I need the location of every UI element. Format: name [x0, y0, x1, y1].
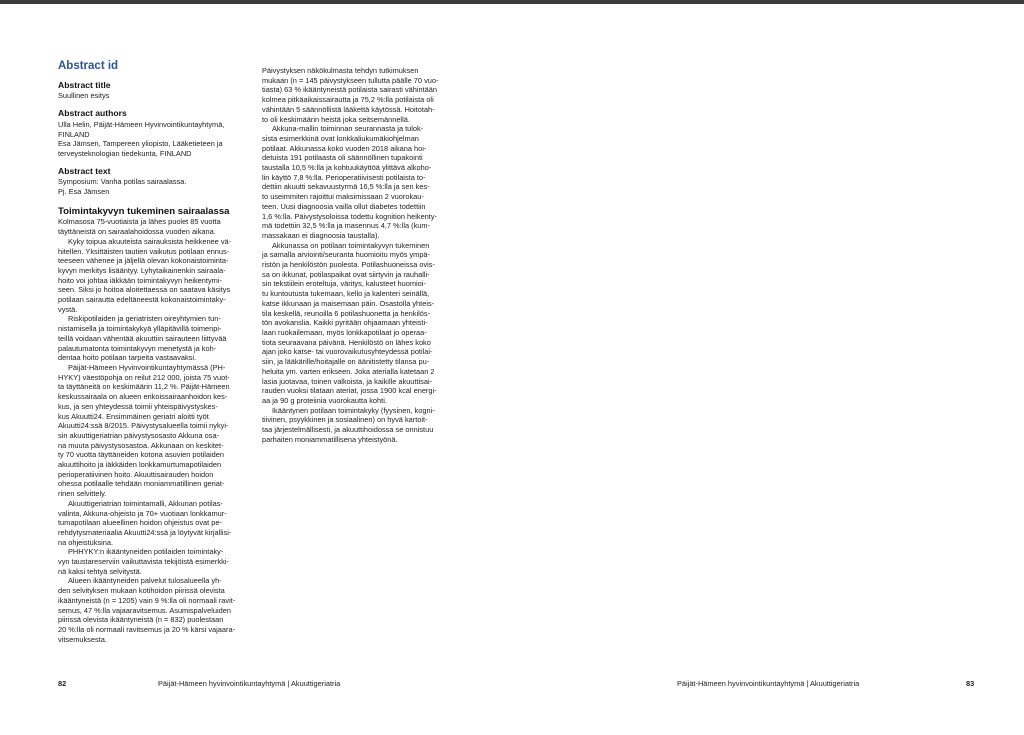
left-column [58, 62, 258, 644]
author-line: Ulla Helin, Päijät-Hämeen Hyvinvointikuntayhtymä, [58, 119, 225, 129]
text-line: tumapotilaan alueellinen hoidon ohjeistus ovat pe- [58, 518, 222, 528]
text-line: ajan joko katse- tai vuorovaikutusyhteydessä potilai- [262, 347, 433, 357]
text-line: rehdytysmateriaalia Akuutti24:ssä ja löytyvät kirjallisi- [58, 527, 232, 537]
text-line: Päijät-Hämeen Hyvinvointikuntayhtymässä (PH- [68, 362, 226, 372]
text-line: tiasta) 63 % ikääntyneistä potilaista sairasti vähintään [262, 85, 438, 95]
text-line: semus, 47 %:lla vajaaravitsemus. Asumispalveluiden [58, 605, 231, 615]
paragraph [58, 217, 258, 236]
text-line: Akuuttigeriatrian toimintamalli, Akkunan potilas- [68, 498, 223, 508]
paragraph [58, 363, 258, 499]
text-line: seen. Siksi jo hoitoa aloitettaessa on saatava käsitys [58, 285, 231, 295]
text-line: piirissä olevista ikääntyneistä (n = 832) puolestaan [58, 615, 224, 625]
text-line: taustalla 10,5 %:lla ja kohtuukäyttöä ylittävä alkoho- [262, 163, 432, 173]
text-line: ristön ja henkilöstön puolesta. Potilashuoneissa ovis- [262, 260, 435, 270]
text-line: taa järjestelmällisesti, ja akuuttihoidossa se onnistuu [262, 425, 434, 435]
text-line: to oli keskimäärin heistä joka seitsemännellä. [262, 114, 410, 124]
paragraph [262, 241, 458, 406]
intro-line: Symposium: Vanha potilas sairaalassa. [58, 177, 187, 187]
text-line: kyvyn merkitys lisääntyy. Lyhytaikainenkin sairaala- [58, 265, 226, 275]
text-line: ohessa potilaalle tehdään moniammatillinen geriat- [58, 479, 225, 489]
text-line: to useimmiten rajoittui maksimissaan 2 vuorokau- [262, 192, 424, 202]
text-line: na ohjeistuksina. [58, 537, 114, 547]
abstract-title-label: Abstract title [58, 79, 111, 90]
text-line: vitsemuksesta. [58, 634, 107, 644]
author-line: Esa Jämsen, Tampereen yliopisto, Lääketieteen ja [58, 139, 223, 149]
text-line: mukaan (n = 145 päivystykseen tullutta päälle 70 vuo- [262, 75, 439, 85]
section-subheading: Toimintakyvyn tukeminen sairaalassa [58, 205, 230, 217]
text-line: vystä. [58, 304, 78, 314]
text-line: ja samalla arviointi/seuranta huomioitu myös ympä- [262, 250, 431, 260]
text-line: hitellen. Yksittäisten tautien vaikutus potilaan ennus- [58, 246, 230, 256]
text-line: tiota seuraavana päivänä. Henkilöstö on lähes koko [262, 337, 431, 347]
text-line: sin tekstiilein eroteltuja, väritys, kalusteet huomioi- [262, 279, 426, 289]
text-line: katse ikkunaan ja maisemaan päin. Osastolla yhteis- [262, 298, 435, 308]
text-line: tön avokanslia. Kaikki pyritään ohjaamaan yhteisti- [262, 318, 428, 328]
text-line: massakaan ei diagnoosia taustalla). [262, 230, 380, 240]
text-line: den selvityksen mukaan kotihoidon piirissä olevista [58, 586, 225, 596]
text-line: 20 %:lla oli normaali ravitsemus ja 20 % kärsi vajaara- [58, 624, 236, 634]
text-line: Riskipotilaiden ja geriatristen oireyhtymien tun- [68, 314, 221, 324]
text-line: Päivystyksen näkökulmasta tehdyn tutkimuksen [262, 66, 419, 75]
text-line: Akkunassa on potilaan toimintakyvyn tukeminen [272, 240, 430, 250]
paragraph [58, 547, 258, 576]
text-line: sin akuuttigeriatrian päivystysosasto Akkuna osa- [58, 430, 220, 440]
text-line: keskussairaala on alueen erikoissairaanhoidon kes- [58, 392, 228, 402]
text-line: sista esimerkkinä ovat lonkkaliukumäkiohjelman [262, 133, 419, 143]
paragraph [58, 576, 258, 644]
text-line: laan ruokailemaan, myös lonkkapotilaat jo operaa- [262, 327, 427, 337]
text-line: akuuttihoito ja iäkkäiden lonkkamurtumapotilaiden [58, 460, 222, 470]
text-line: Alueen ikääntyneiden palvelut tulosalueella yh- [68, 576, 222, 586]
text-line: sa on ikkunat, potilaspaikat ovat siirtyvin ja rauhalli- [262, 269, 430, 279]
text-line: tila keskellä, reunoilla 6 potilashuonetta ja henkilös- [262, 308, 431, 318]
intro-line: Pj. Esa Jämsen [58, 187, 110, 197]
text-line: siin, ja lääkärille/hoitajalle on äänitistetty tilansa pu- [262, 357, 430, 367]
text-line: valinta, Akkuna-ohjeisto ja 70+ vuotiaan lonkkamur- [58, 508, 227, 518]
text-line: Ikääntynen potilaan toimintakyky (fyysinen, kogni- [272, 405, 435, 415]
text-line: ta täyttäneitä on keskimäärin 11,2 %. Päijät-Hämeen [58, 382, 230, 392]
text-line: na muuta päivystysosastoa. Akkunaan on keskitet- [58, 440, 224, 450]
text-line: hoito voi johtaa iäkkään toimintakyvyn heikentymi- [58, 275, 222, 285]
text-line: Kolmasosa 75-vuotiaista ja lähes puolet 85 vuotta [58, 217, 221, 227]
paragraph [262, 66, 458, 124]
text-line: Akkuna-mallin toiminnan seurannasta ja tulok- [272, 124, 424, 134]
text-line: perioperatiivinen hoito. Akuuttisairauden hoidon [58, 469, 214, 479]
text-line: PHHYKY:n ikääntyneiden potilaiden toimintaky- [68, 547, 224, 557]
paragraph [58, 499, 258, 548]
paragraph [262, 124, 458, 240]
text-line: aa ja 90 g proteiinia vuorokautta kohti. [262, 395, 387, 405]
text-line: täyttäneistä on sairaalahoidossa vuoden aikana. [58, 227, 216, 237]
abstract-authors-label: Abstract authors [58, 108, 127, 119]
text-line: vyn taustareserviin vaikuttavista tekijöistä esimerkki- [58, 557, 229, 567]
text-line: ty 70 vuotta täyttäneiden kotona asuvien potilaiden [58, 450, 224, 460]
left-body-text [58, 217, 258, 644]
text-line: lasia juotavaa, toinen valkoista, ja kaikille akuuttisai- [262, 376, 433, 386]
text-line: lin käyttö 7,8 %:lla. Perioperatiivisesti potilaista to- [262, 172, 426, 182]
text-line: HYKY) väestöpohja on reilut 212 000, joista 75 vuot- [58, 372, 230, 382]
text-line: Akuutti24:ssä 8/2015. Päivystysalueella toimii nykyi- [58, 421, 229, 431]
text-line: ikääntyneistä (n = 1205) vain 9 %:lla oli normaali ravit- [58, 595, 236, 605]
text-line: teen. Uusi diagnoosia vailla ollut diabetes todettiin [262, 201, 426, 211]
text-line: potilaan sairautta edeltäneestä kokonaistoimintaky- [58, 295, 226, 305]
text-line: tiivinen, psyykkinen ja sosiaalinen) on hyvä kartoit- [262, 415, 428, 425]
author-line: terveysteknologian tiedekunta, FINLAND [58, 148, 192, 158]
text-line: mä todettiin 32,5 %:lla ja masennus 4,7 %:lla (kum- [262, 221, 431, 231]
text-line: nä kaksi tehtyä selvitystä. [58, 566, 142, 576]
text-line: heluita ym. varten erikseen. Joka aterialla katetaan 2 [262, 366, 435, 376]
text-line: rinen selvittely. [58, 489, 107, 499]
text-line: parhaiten moniammatillisena yhteistyönä. [262, 434, 398, 444]
right-footer-text: Päijät-Hämeen hyvinvointikuntayhtymä | Akuuttigeriatria [677, 679, 860, 688]
paragraph [58, 314, 258, 363]
text-line: 1,6 %:lla. Päivystysoloissa todettu kognition heikenty- [262, 211, 438, 221]
abstract-title-value: Suullinen esitys [58, 91, 110, 101]
text-line: potilaat. Akkunassa koko vuoden 2018 aikana hoi- [262, 143, 427, 153]
text-line: Kyky toipua akuuteista sairauksista heikkenee vä- [68, 236, 232, 246]
right-column [262, 66, 458, 444]
text-line: detuista 191 potilaasta oli säännöllinen tupakointi [262, 153, 423, 163]
text-line: teillä voidaan vähentää akuuttiin sairauteen liittyvää [58, 333, 227, 343]
text-line: kus, ja sen yhteydessä toimii yhteispäivystyskes- [58, 401, 218, 411]
abstract-id-heading: Abstract id [58, 60, 119, 72]
paragraph [58, 237, 258, 315]
text-line: rauden vuoksi tilataan ateriat, jossa 1900 kcal energi- [262, 386, 437, 396]
abstract-text-intro [58, 177, 258, 196]
text-line: teeseen vähenee ja jäljellä olevan kokonaistoiminta- [58, 256, 229, 266]
text-line: vähintään 5 säännöllistä lääkettä käytössä. Hoitotah- [262, 104, 435, 114]
text-line: kolmea pitkäaikaissairautta ja 75,2 %:lla potilaista oli [262, 95, 434, 105]
right-body-text [262, 66, 458, 444]
right-page-number: 83 [966, 679, 975, 688]
left-footer-text: Päijät-Hämeen hyvinvointikuntayhtymä | Akuuttigeriatria [158, 679, 341, 688]
abstract-authors [58, 120, 258, 159]
author-line: FINLAND [58, 129, 90, 139]
top-border-bar [0, 0, 1024, 4]
text-line: nistamisella ja toimintakykyä ylläpitävillä toimenpi- [58, 324, 222, 334]
text-line: dettiin akuutti sekavuustyrmä 16,5 %:lla ja sen kes- [262, 182, 430, 192]
text-line: palautumatonta toimintakyvyn menetystä ja koh- [58, 343, 217, 353]
text-line: dentaa hoito potilaan tarpeita vastaavaksi. [58, 353, 197, 363]
left-page-number: 82 [58, 679, 67, 688]
abstract-text-label: Abstract text [58, 165, 111, 176]
text-line: kus Akuutti24. Ensimmäinen geriatri aloitti työt [58, 411, 209, 421]
paragraph [262, 406, 458, 445]
text-line: tu kuntoutusta tukemaan, kello ja kalenteri seinällä, [262, 289, 430, 299]
